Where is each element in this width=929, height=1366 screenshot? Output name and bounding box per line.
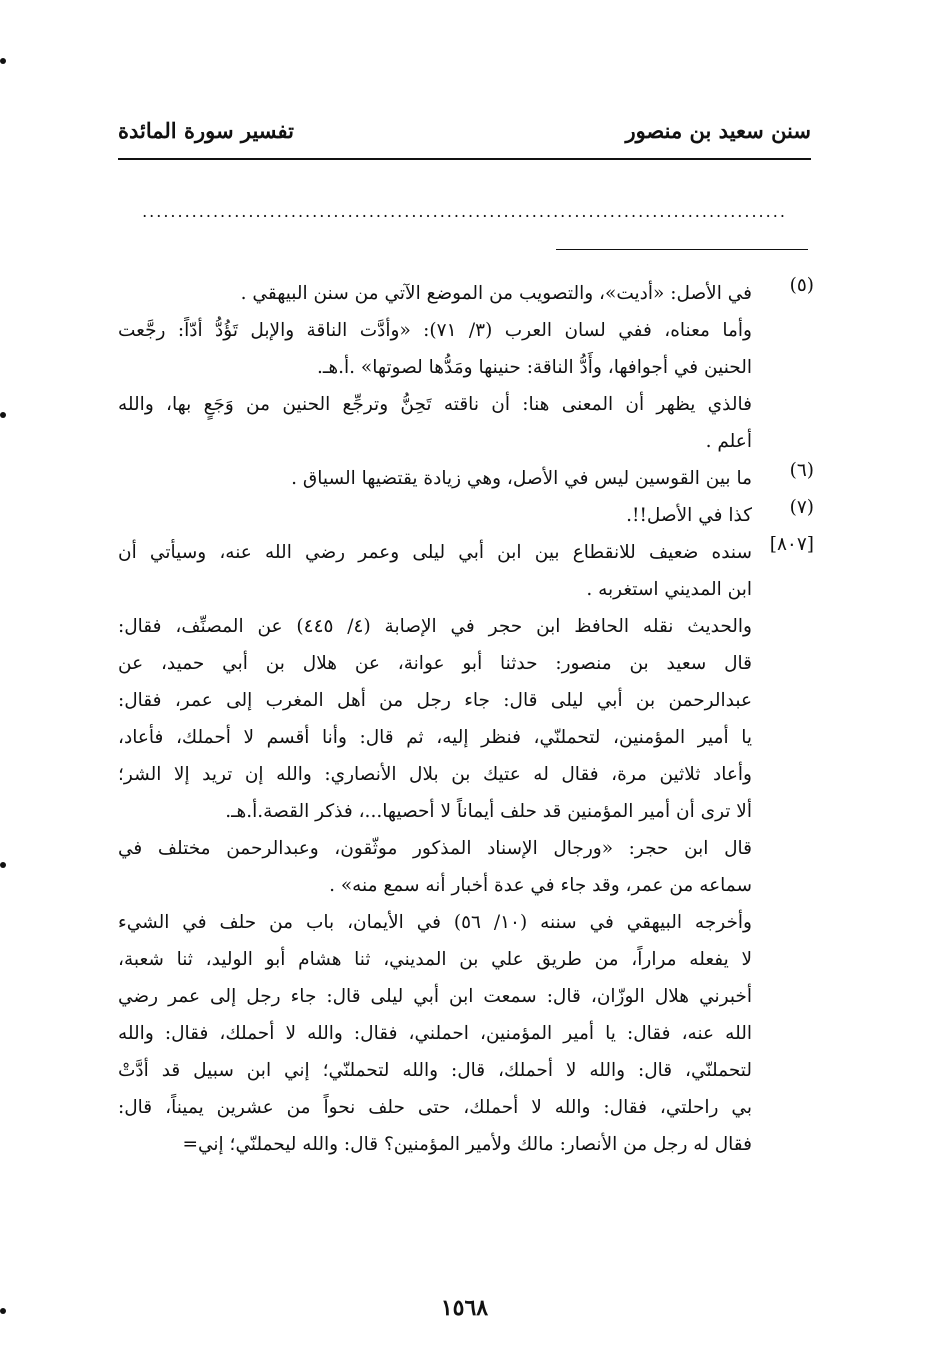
footnote xyxy=(118,497,814,534)
footnote-line: فالذي يظهر أن المعنى هنا: أن ناقته تَحِنُّ وترجِّع الحنين من وَجَعٍ بها، والله xyxy=(118,394,752,415)
footnote xyxy=(118,275,814,460)
header-rule xyxy=(118,158,811,160)
margin-dot xyxy=(0,862,6,868)
footnotes xyxy=(118,275,814,1163)
footnote-line: والحديث نقله الحافظ ابن حجر في الإصابة (٤/ ٤٤٥) عن المصنِّف، فقال: xyxy=(118,616,752,637)
footnote-number: [٨٠٧] xyxy=(769,534,814,555)
dotted-separator: ........................................................................................... xyxy=(142,204,787,220)
footnote-line: ألا ترى أن أمير المؤمنين قد حلف أيماناً لا أحصيها...، فذكر القصة.أ.هـ. xyxy=(225,801,752,822)
footnote-line: كذا في الأصل!!. xyxy=(626,505,752,526)
footnote xyxy=(118,460,814,497)
footnote-line: سماعه من عمر، وقد جاء في عدة أخبار أنه سمع منه» . xyxy=(329,875,752,896)
footnote-line: لتحملنّي، قال: والله لا أحملك، قال: والله لتحملنّي؛ إني ابن سبيل قد أدَّتْ xyxy=(118,1060,752,1081)
margin-dot xyxy=(0,58,6,64)
footnote-line: عبدالرحمن بن أبي ليلى قال: جاء رجل من أهل المغرب إلى عمر، فقال: xyxy=(118,690,752,711)
footnote-line: وأما معناه، ففي لسان العرب (٣/ ٧١): «وأدَّت الناقة والإبل تَؤُدُّ أدّاً: رجَّعت xyxy=(118,320,752,341)
footnote-line: الله عنه، فقال: يا أمير المؤمنين، احملني، فقال: والله لا أحملك، فقال: والله xyxy=(118,1023,752,1044)
footnote-line: وأخرجه البيهقي في سننه (١٠/ ٥٦) في الأيمان، باب من حلف في الشيء xyxy=(118,912,752,933)
footnote-line: أعلم . xyxy=(705,431,752,452)
footnote-line: سنده ضعيف للانقطاع بين ابن أبي ليلى وعمر رضي الله عنه، وسيأتي أن xyxy=(118,542,752,563)
margin-dot xyxy=(0,412,6,418)
footnote-line: فقال له رجل من الأنصار: مالك ولأمير المؤمنين؟ قال: والله ليحملنّي؛ إني= xyxy=(182,1134,752,1155)
footnote-line: وأعاد ثلاثين مرة، فقال له عتيك بن بلال الأنصاري: والله إن تريد إلا الشر؛ xyxy=(118,764,752,785)
footnote-line: قال ابن حجر: «ورجال الإسناد المذكور موثّقون، وعبدالرحمن مختلف في xyxy=(118,838,752,859)
section-title: تفسير سورة المائدة xyxy=(118,118,294,143)
margin-dot xyxy=(0,1308,6,1314)
footnote-line: لا يفعله مراراً، من طريق علي بن المديني، ثنا هشام أبو الوليد، ثنا شعبة، xyxy=(118,949,752,970)
footnote-line: يا أمير المؤمنين، لتحملنّي، فنظر إليه، ثم قال: وأنا أقسم لا أحملك، فأعاد، xyxy=(118,727,752,748)
footnote xyxy=(118,534,814,1163)
running-head xyxy=(118,112,811,152)
footnote-line: ما بين القوسين ليس في الأصل، وهي زيادة يقتضيها السياق . xyxy=(291,468,752,489)
book-title: سنن سعيد بن منصور xyxy=(625,118,811,143)
footnote-separator xyxy=(556,249,808,250)
footnote-number: (٦) xyxy=(789,460,814,481)
footnote-line: أخبرني هلال الوزّان، قال: سمعت ابن أبي ليلى قال: جاء رجل إلى عمر رضي xyxy=(118,986,752,1007)
page-number: ١٥٦٨ xyxy=(440,1295,489,1321)
footnote-line: بي راحلتي، فقال: والله لا أحملك، حتى حلف نحواً من عشرين يميناً، قال: xyxy=(118,1097,752,1118)
footnote-number: (٥) xyxy=(789,275,814,296)
footnote-line: ابن المديني استغربه . xyxy=(586,579,752,600)
footnote-line: قال سعيد بن منصور: حدثنا أبو عوانة، عن هلال بن أبي حميد، عن xyxy=(118,653,752,674)
footnote-line: الحنين في أجوافها، وأَدُّ الناقة: حنينها ومَدُّها لصوتها» .أ.هـ. xyxy=(317,357,752,378)
footnote-line: في الأصل: «أديت»، والتصويب من الموضع الآتي من سنن البيهقي . xyxy=(240,283,752,304)
footnote-number: (٧) xyxy=(789,497,814,518)
